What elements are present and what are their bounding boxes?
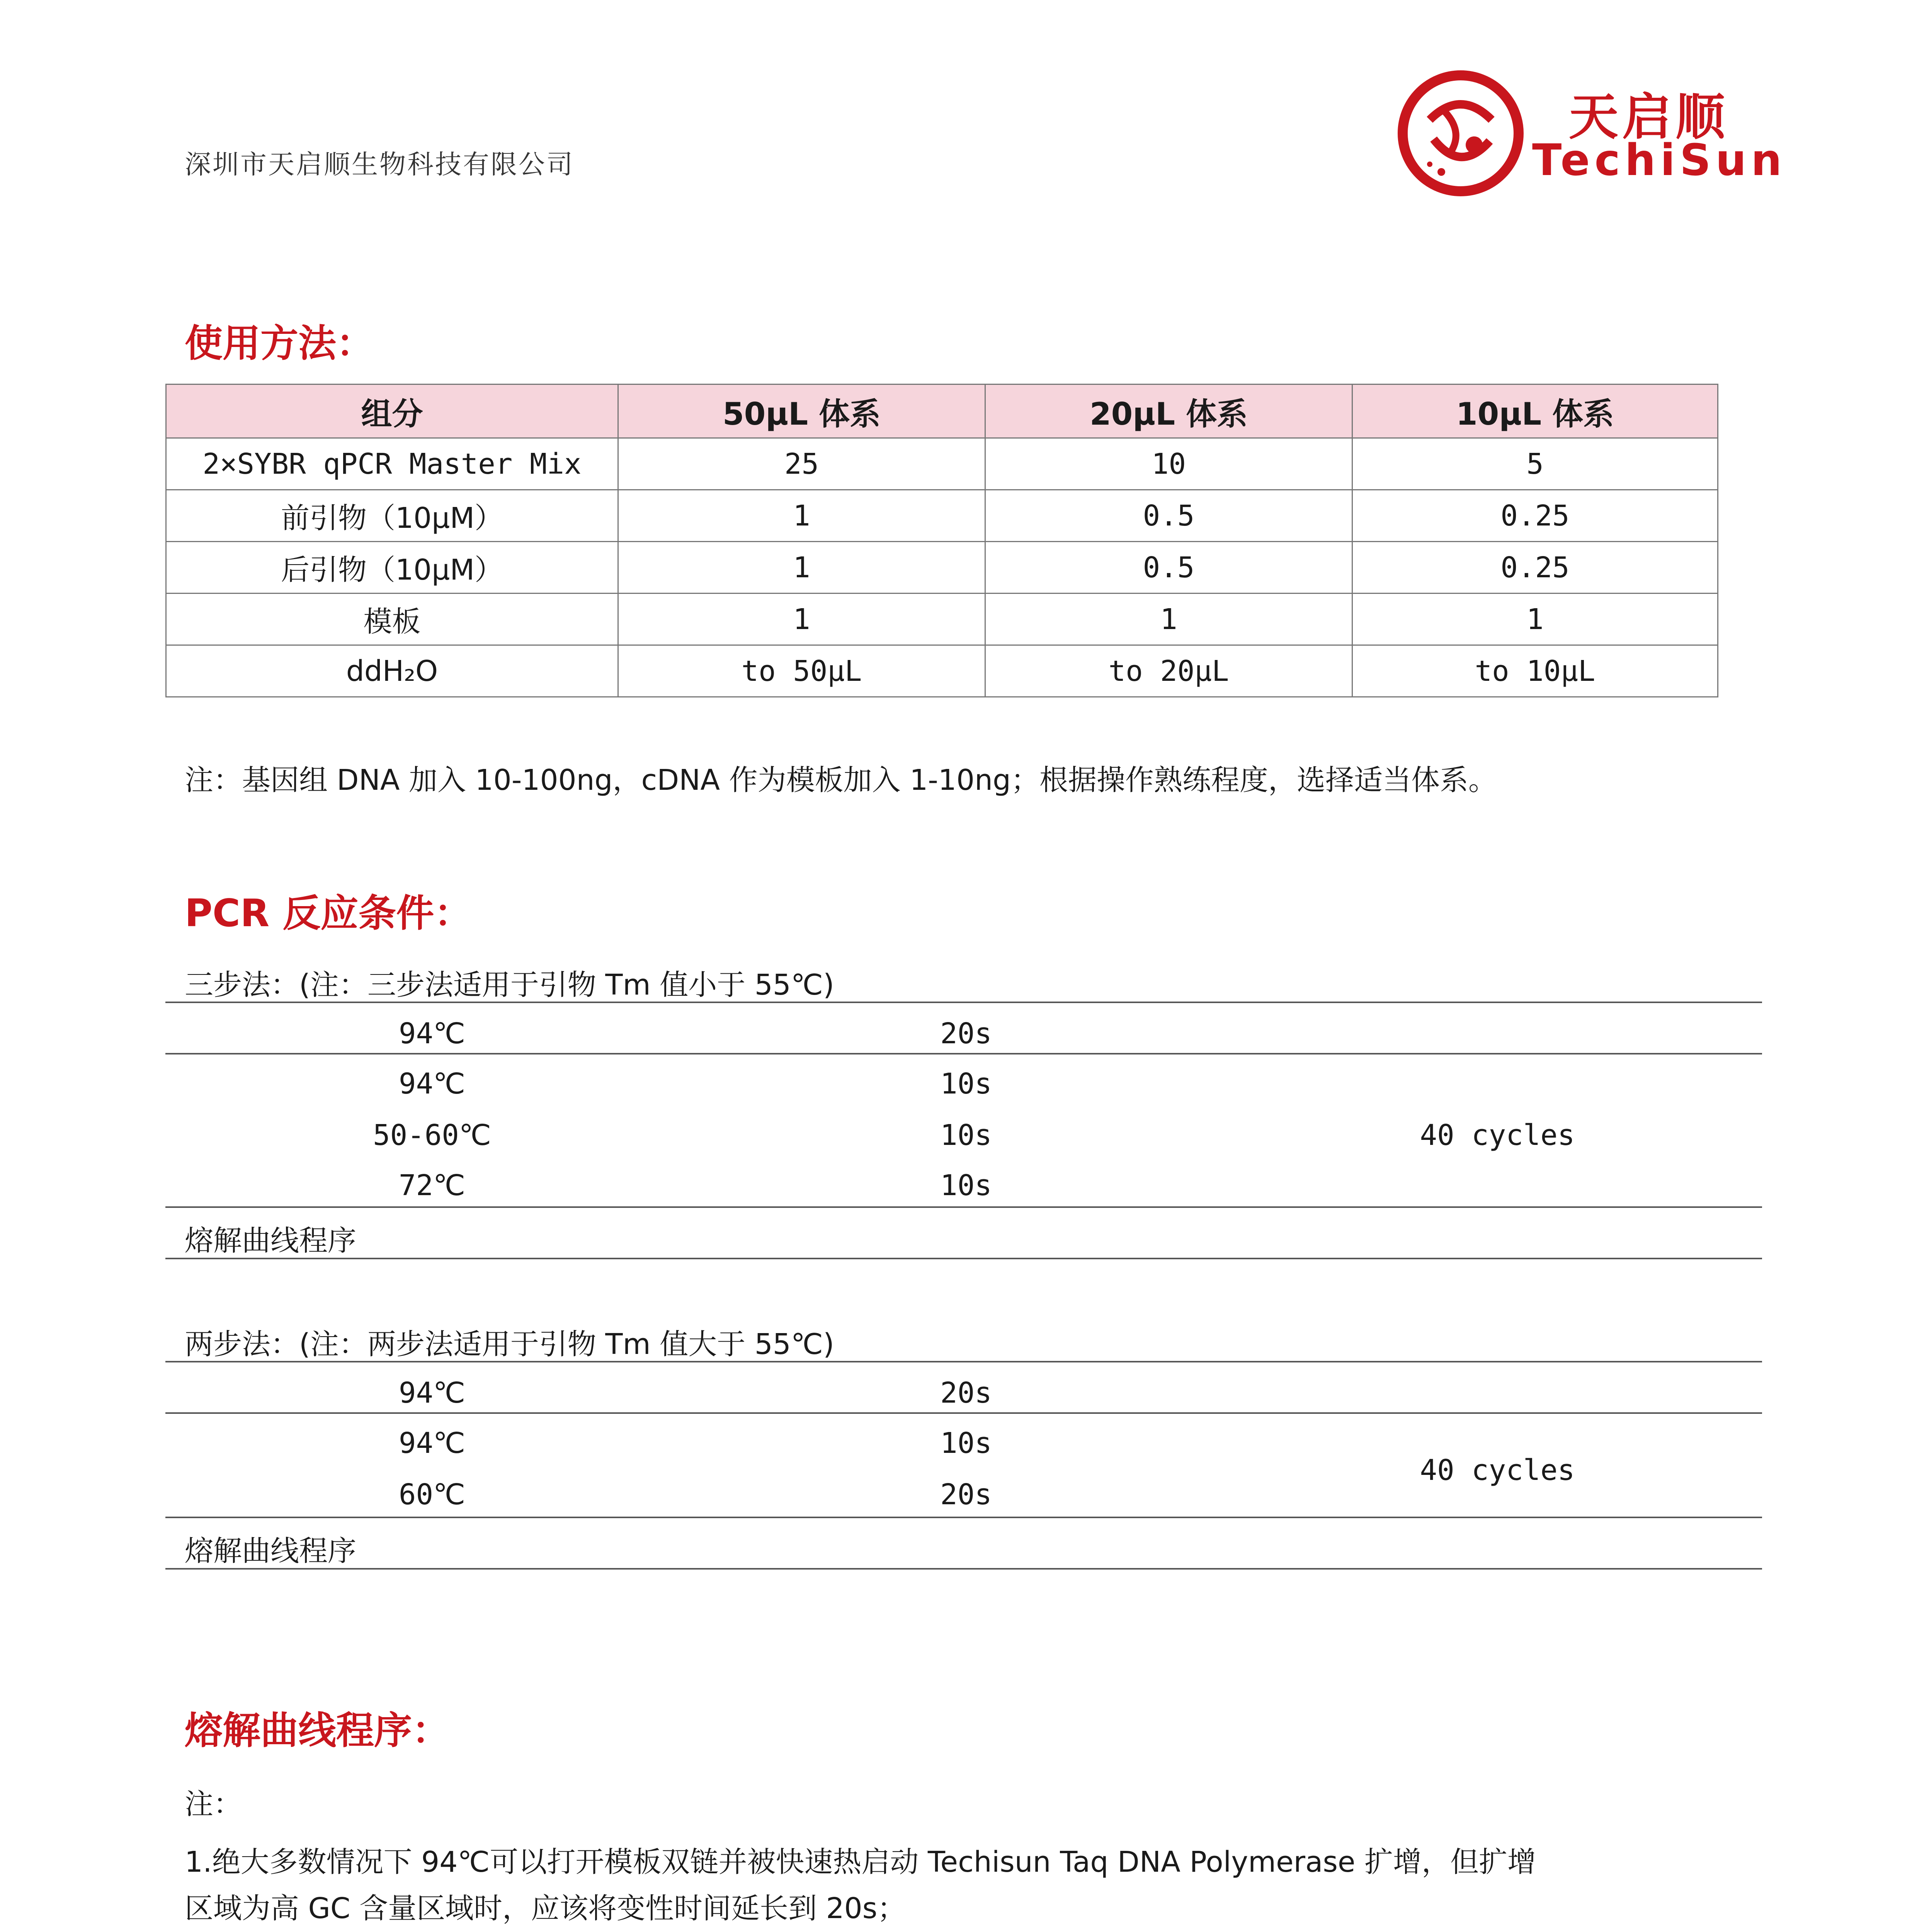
divider	[165, 1517, 1762, 1518]
melt-note-item-1: 1.绝大多数情况下 94℃可以打开模板双链并被快速热启动 Techisun Taq DNA Polymerase 扩增，但扩增	[185, 1845, 1536, 1879]
table-header-row	[166, 384, 1718, 438]
value-cell: 1	[618, 594, 985, 645]
component-cell: 模板	[166, 594, 618, 645]
value-cell: to 10μL	[1352, 645, 1718, 697]
component-cell: 前引物（10μM）	[166, 490, 618, 542]
time-cell: 20s	[940, 1376, 992, 1410]
divider	[165, 1412, 1762, 1414]
melt-title: 熔解曲线程序：	[185, 1709, 450, 1753]
usage-title: 使用方法：	[185, 321, 374, 366]
value-cell: 1	[618, 542, 985, 594]
time-cell: 10s	[940, 1427, 992, 1460]
divider	[165, 1206, 1762, 1208]
temp-cell: 72℃	[398, 1169, 466, 1202]
table-row	[166, 542, 1718, 594]
time-cell: 10s	[940, 1169, 992, 1202]
cycles-cell: 40 cycles	[1420, 1119, 1575, 1152]
three-step-heading: 三步法：(注：三步法适用于引物 Tm 值小于 55℃)	[185, 968, 834, 1002]
value-cell: 1	[618, 490, 985, 542]
temp-cell: 50-60℃	[373, 1119, 491, 1152]
time-cell: 10s	[940, 1119, 992, 1152]
table-row	[166, 438, 1718, 490]
logo-emblem-icon	[1403, 75, 1519, 191]
component-cell: 后引物（10μM）	[166, 542, 618, 594]
temp-cell: 94℃	[398, 1017, 466, 1050]
divider	[165, 1258, 1762, 1259]
divider	[165, 1002, 1762, 1003]
value-cell: to 50μL	[618, 645, 985, 697]
value-cell: 0.5	[985, 542, 1352, 594]
logo-chinese-name: 天启顺	[1569, 88, 1729, 146]
value-cell: 10	[985, 438, 1352, 490]
value-cell: 25	[618, 438, 985, 490]
melt-note-item-1-cont: 区域为高 GC 含量区域时，应该将变性时间延长到 20s；	[185, 1892, 906, 1925]
divider	[165, 1361, 1762, 1362]
pcr-title: PCR 反应条件：	[185, 891, 472, 935]
divider	[165, 1053, 1762, 1054]
divider	[165, 1568, 1762, 1570]
melt-curve-row: 熔解曲线程序	[185, 1534, 356, 1568]
table-row	[166, 594, 1718, 645]
temp-cell: 94℃	[398, 1427, 466, 1460]
table-row	[166, 645, 1718, 697]
temp-cell: 60℃	[398, 1478, 466, 1511]
usage-table	[165, 384, 1718, 697]
value-cell: 0.5	[985, 490, 1352, 542]
company-name: 深圳市天启顺生物科技有限公司	[185, 150, 575, 180]
two-step-heading: 两步法：(注：两步法适用于引物 Tm 值大于 55℃)	[185, 1328, 834, 1361]
value-cell: to 20μL	[985, 645, 1352, 697]
melt-curve-row: 熔解曲线程序	[185, 1224, 356, 1257]
time-cell: 20s	[940, 1017, 992, 1050]
value-cell: 0.25	[1352, 490, 1718, 542]
header-50ul: 50μL 体系	[618, 384, 985, 438]
logo-english-name: TechiSun	[1532, 135, 1787, 185]
cycles-cell: 40 cycles	[1420, 1454, 1575, 1487]
header-20ul: 20μL 体系	[985, 384, 1352, 438]
value-cell: 5	[1352, 438, 1718, 490]
value-cell: 0.25	[1352, 542, 1718, 594]
melt-note-label: 注：	[185, 1787, 242, 1821]
table-row	[166, 490, 1718, 542]
header-component: 组分	[166, 384, 618, 438]
usage-note: 注：基因组 DNA 加入 10-100ng，cDNA 作为模板加入 1-10ng；根据操作熟练程度，选择适当体系。	[185, 764, 1497, 797]
component-cell: ddH₂O	[166, 645, 618, 697]
temp-cell: 94℃	[398, 1067, 466, 1100]
value-cell: 1	[1352, 594, 1718, 645]
temp-cell: 94℃	[398, 1376, 466, 1410]
header-10ul: 10μL 体系	[1352, 384, 1718, 438]
time-cell: 10s	[940, 1067, 992, 1100]
time-cell: 20s	[940, 1478, 992, 1511]
component-cell: 2×SYBR qPCR Master Mix	[166, 438, 618, 490]
value-cell: 1	[985, 594, 1352, 645]
